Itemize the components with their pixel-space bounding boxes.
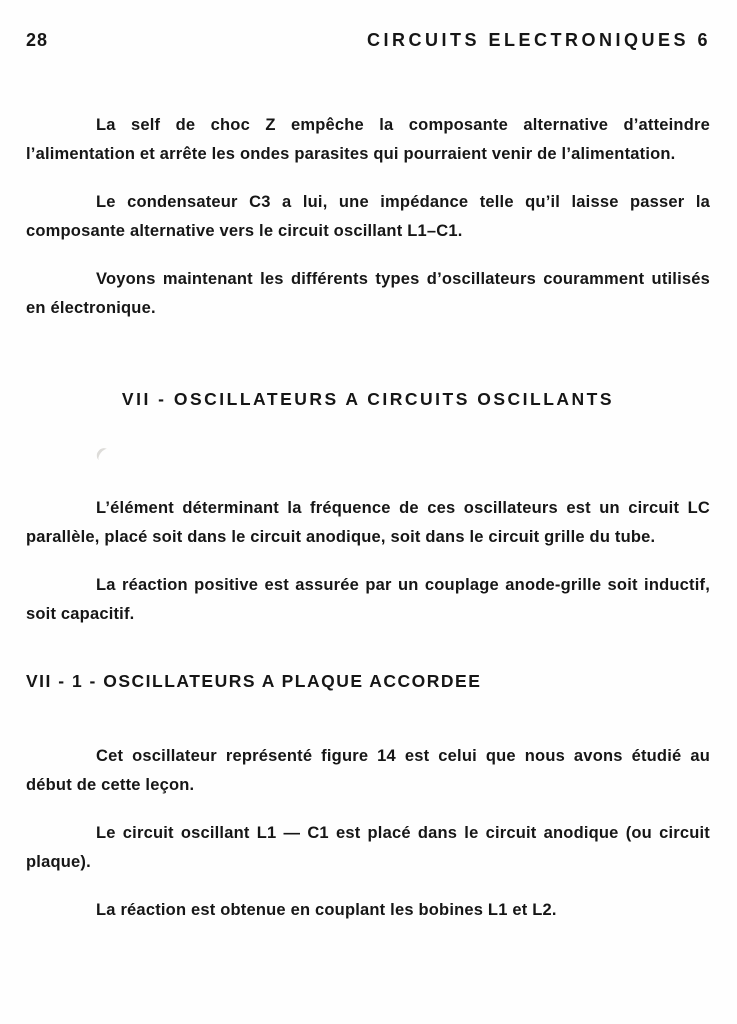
page-number: 28 bbox=[26, 30, 49, 50]
paragraph-self-de-choc: La self de choc Z empêche la composante alternative d’atteindre l’alimentation et arrête les ondes parasites qui pourraient venir de l’alimentation. bbox=[26, 116, 710, 163]
page-body bbox=[0, 111, 737, 925]
paragraph-element-determinant: L’élément déterminant la fréquence de ces oscillateurs est un circuit LC parallèle, placé soit dans le circuit anodique, soit dans le circuit grille du tube. bbox=[26, 499, 710, 546]
subsection-heading-plaque-accordee: VII - 1 - OSCILLATEURS A PLAQUE ACCORDEE bbox=[26, 671, 482, 691]
running-header bbox=[0, 0, 737, 51]
running-title: CIRCUITS ELECTRONIQUES 6 bbox=[366, 30, 711, 50]
paragraph-circuit-oscillant-anodique: Le circuit oscillant L1 — C1 est placé dans le circuit anodique (ou circuit plaque). bbox=[26, 824, 710, 871]
paragraph-voyons-maintenant: Voyons maintenant les différents types d’oscillateurs couramment utilisés en électronique. bbox=[26, 270, 710, 317]
paragraph-oscillateur-figure-14: Cet oscillateur représenté figure 14 est celui que nous avons étudié au début de cette leçon. bbox=[26, 747, 710, 794]
paragraph-reaction-bobines: La réaction est obtenue en couplant les bobines L1 et L2. bbox=[96, 901, 557, 919]
section-heading-oscillateurs-circuits-oscillants: VII - OSCILLATEURS A CIRCUITS OSCILLANTS bbox=[121, 389, 615, 409]
paragraph-reaction-positive: La réaction positive est assurée par un couplage anode-grille soit inductif, soit capacitif. bbox=[26, 576, 710, 623]
paragraph-condensateur-c3: Le condensateur C3 a lui, une impédance telle qu’il laisse passer la composante alternative vers le circuit oscillant L1–C1. bbox=[26, 193, 710, 240]
